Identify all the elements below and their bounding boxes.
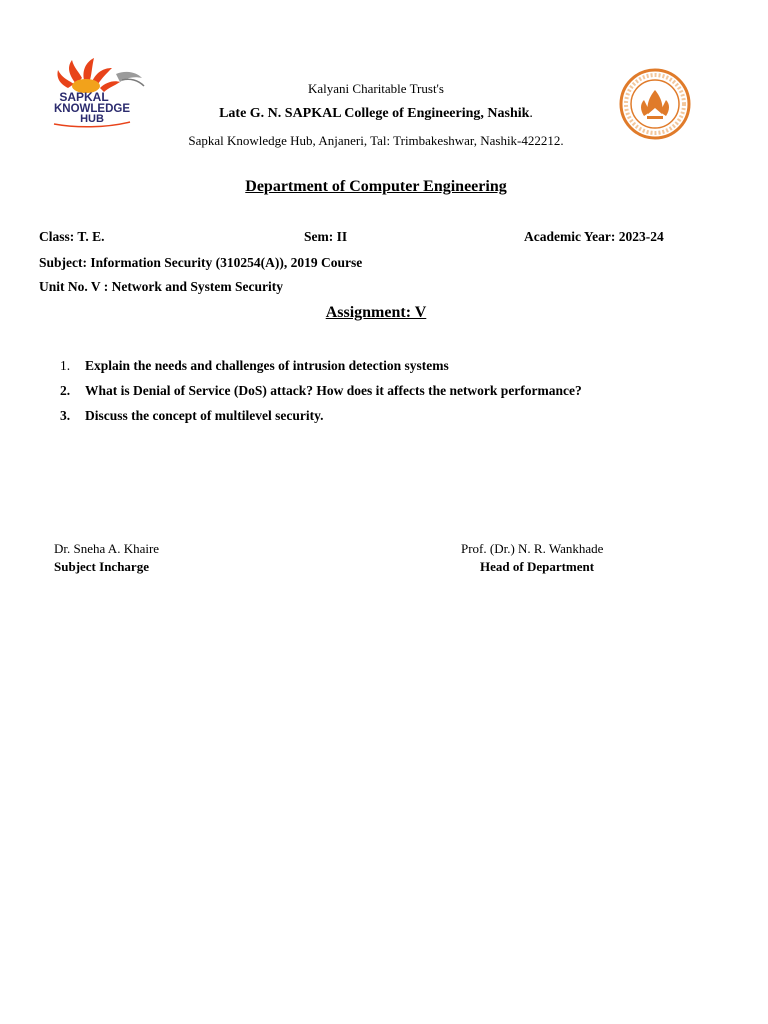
question-item <box>60 408 582 433</box>
subject-incharge-signature <box>54 541 159 575</box>
logo-line-2: KNOWLEDGE <box>53 103 131 115</box>
college-name <box>0 106 752 122</box>
question-text: Explain the needs and challenges of intrusion detection systems <box>85 358 449 373</box>
question-item <box>60 358 582 383</box>
college-seal-logo <box>614 68 696 140</box>
unit-label: Unit No. V : Network and System Security <box>39 279 283 294</box>
class-label: Class: T. E. <box>39 229 105 244</box>
department-title: Department of Computer Engineering <box>245 178 507 195</box>
question-number: 2. <box>60 383 71 398</box>
college-name-text: Late G. N. SAPKAL College of Engineering, Nashik <box>219 106 530 121</box>
question-list <box>60 358 582 433</box>
subject-label: Subject: Information Security (310254(A)), 2019 Course <box>39 255 363 270</box>
question-text: What is Denial of Service (DoS) attack? How does it affects the network performance? <box>85 383 582 398</box>
logo-line-3: HUB <box>80 113 104 125</box>
head-of-department-signature <box>461 541 603 575</box>
question-item <box>60 383 582 408</box>
logo-line-1: SAPKAL <box>59 90 109 104</box>
trust-name: Kalyani Charitable Trust's <box>308 81 444 96</box>
signatory-role: Subject Incharge <box>54 559 149 574</box>
signatory-name: Prof. (Dr.) N. R. Wankhade <box>461 541 604 556</box>
question-text: Discuss the concept of multilevel security. <box>85 408 324 423</box>
semester-label: Sem: II <box>304 229 348 244</box>
assignment-title: Assignment: V <box>325 304 427 321</box>
academic-year-label: Academic Year: 2023-24 <box>524 229 664 244</box>
college-name-suffix: . <box>529 106 533 121</box>
question-number: 1. <box>60 358 71 373</box>
signatory-name: Dr. Sneha A. Khaire <box>54 541 160 556</box>
signatory-role: Head of Department <box>480 559 595 574</box>
question-number: 3. <box>60 408 71 423</box>
college-address: Sapkal Knowledge Hub, Anjaneri, Tal: Trimbakeshwar, Nashik-422212. <box>188 133 564 148</box>
college-seal-icon <box>614 68 696 140</box>
